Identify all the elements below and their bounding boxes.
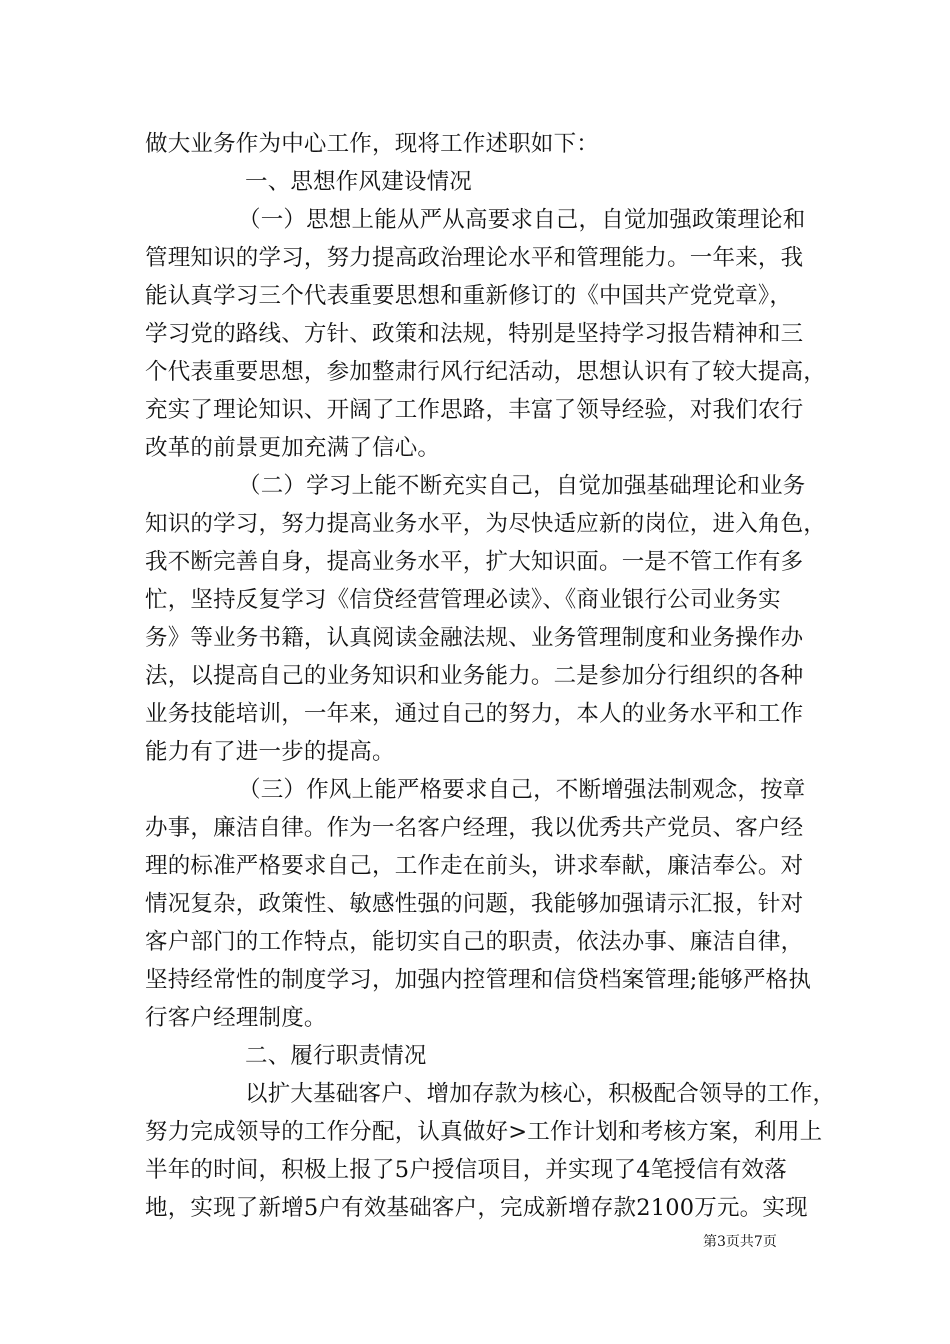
section-heading: 二、履行职责情况 (245, 1043, 427, 1069)
text-line: 客户部门的工作特点，能切实自己的职责，依法办事、廉洁自律， (145, 929, 804, 955)
text-line: 情况复杂，政策性、敏感性强的问题，我能够加强请示汇报，针对 (145, 891, 804, 917)
text-line: 学习党的路线、方针、政策和法规，特别是坚持学习报告精神和三 (145, 321, 804, 347)
text-line: 法，以提高自己的业务知识和业务能力。二是参加分行组织的各种 (145, 663, 804, 689)
text-line: 个代表重要思想，参加整肃行风行纪活动，思想认识有了较大提高， (145, 359, 827, 385)
text-line: 做大业务作为中心工作，现将工作述职如下： (145, 131, 600, 157)
text-line: 管理知识的学习，努力提高政治理论水平和管理能力。一年来，我 (145, 245, 804, 271)
text-line: 理的标准严格要求自己，工作走在前头，讲求奉献，廉洁奉公。对 (145, 853, 804, 879)
section-heading: 一、思想作风建设情况 (245, 169, 473, 195)
text-line: 知识的学习，努力提高业务水平，为尽快适应新的岗位，进入角色， (145, 511, 827, 537)
subsection-heading-line: （一）思想上能从严从高要求自己，自觉加强政策理论和 (238, 207, 806, 233)
text-line: 以扩大基础客户、增加存款为核心，积极配合领导的工作， (245, 1081, 836, 1107)
text-line: 忙，坚持反复学习《信贷经营管理必读》、《商业银行公司业务实 (145, 587, 781, 613)
subsection-heading-line: （二）学习上能不断充实自己，自觉加强基础理论和业务 (238, 473, 806, 499)
text-line: 努力完成领导的工作分配，认真做好>工作计划和考核方案，利用上 (145, 1119, 823, 1145)
text-line: 坚持经常性的制度学习，加强内控管理和信贷档案管理;能够严格执 (145, 967, 812, 993)
text-line: 能认真学习三个代表重要思想和重新修订的《中国共产党党章》， (145, 283, 793, 309)
text-line: 我不断完善自身，提高业务水平，扩大知识面。一是不管工作有多 (145, 549, 804, 575)
text-line: 办事，廉洁自律。作为一名客户经理，我以优秀共产党员、客户经 (145, 815, 804, 841)
text-line: 半年的时间，积极上报了5户授信项目，并实现了4笔授信有效落 (145, 1157, 787, 1183)
text-line: 能力有了进一步的提高。 (145, 739, 395, 765)
text-line: 地，实现了新增5户有效基础客户，完成新增存款2100万元。实现 (145, 1195, 808, 1221)
text-line: 业务技能培训，一年来，通过自己的努力，本人的业务水平和工作 (145, 701, 804, 727)
text-line: 务》等业务书籍，认真阅读金融法规、业务管理制度和业务操作办 (145, 625, 804, 651)
text-line: 充实了理论知识、开阔了工作思路，丰富了领导经验，对我们农行 (145, 397, 804, 423)
text-line: 行客户经理制度。 (145, 1005, 327, 1031)
subsection-heading-line: （三）作风上能严格要求自己，不断增强法制观念，按章 (238, 777, 806, 803)
text-line: 改革的前景更加充满了信心。 (145, 435, 441, 461)
page-number: 第3页共7页 (703, 1234, 777, 1250)
